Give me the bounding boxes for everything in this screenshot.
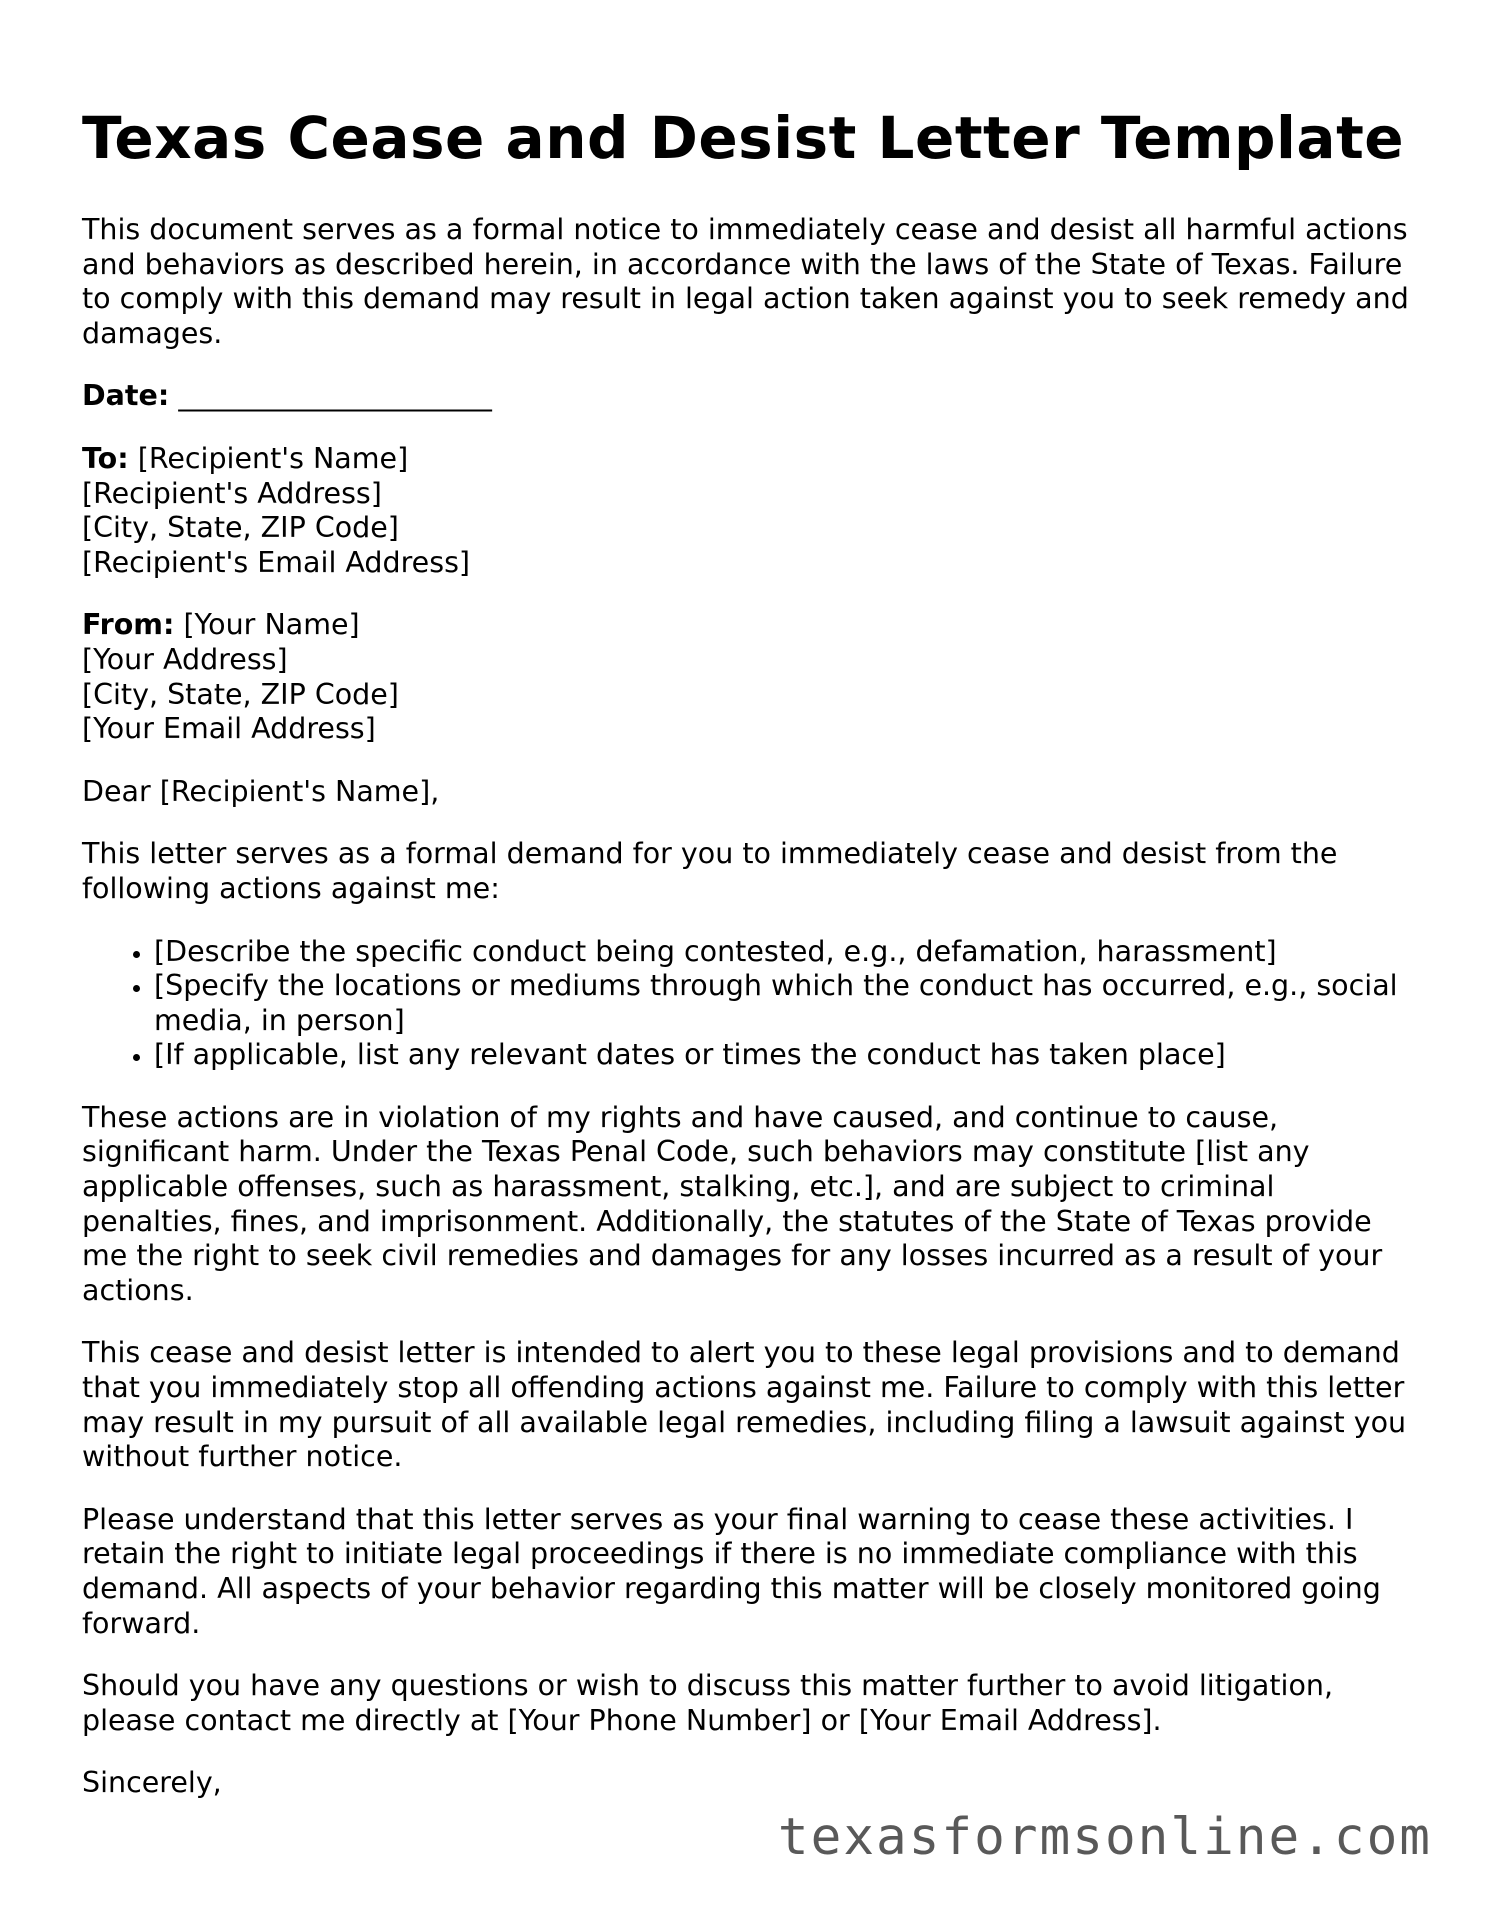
warning-paragraph: Please understand that this letter serves as your final warning to cease these activities. I retain the right to initiate legal proceedings if there is no immediate compliance with this demand. All aspects of your behavior regarding this matter will be closely monitored going forward. [82,1502,1381,1640]
sender-address: [Your Address] [82,642,288,676]
salutation: Dear [Recipient's Name], [82,774,440,808]
list-item: • [Specify the locations or mediums through which the conduct has occurred, e.g., social media, in person] [154,969,1412,1038]
recipient-name: [Recipient's Name] [137,441,409,475]
date-line [82,379,1412,414]
watermark: texasformsonline.com [777,1808,1432,1867]
page-title: Texas Cease and Desist Letter Template [82,104,1405,172]
letter-body [82,213,1412,1829]
intro-paragraph: This document serves as a formal notice to immediately cease and desist all harmful actions and behaviors as described herein, in accordance with the laws of the State of Texas. Failure to comply with this demand may result in legal action taken against you to seek remedy and damages. [82,213,1409,350]
intent-paragraph: This cease and desist letter is intended to alert you to these legal provisions and to demand that you immediately stop all offending actions against me. Failure to comply with this letter may result in my pursuit of all available legal remedies, including filing a lawsuit against you without further notice. [82,1336,1407,1474]
violation-paragraph: These actions are in violation of my rights and have caused, and continue to cause, significant harm. Under the Texas Penal Code, such behaviors may constitute [list any applicable offenses, such as harassment, stalking, etc.], and are subject to criminal penalties, fines, and imprisonment. Additionally, the statutes of the State of Texas provide me the right to seek civil remedies and damages for any losses incurred as a result of your actions. [82,1100,1383,1307]
contact-paragraph: Should you have any questions or wish to discuss this matter further to avoid litigation, please contact me directly at [Your Phone Number] or [Your Email Address]. [82,1669,1334,1737]
recipient-email: [Recipient's Email Address] [82,545,471,579]
demand-paragraph: This letter serves as a formal demand for you to immediately cease and desist from the following actions against me: [82,837,1338,905]
date-label: Date: [82,379,170,413]
list-item: • [If applicable, list any relevant dates or times the conduct has taken place] [154,1038,1412,1073]
sender-city: [City, State, ZIP Code] [82,677,399,711]
sender-name: [Your Name] [183,608,360,642]
closing: Sincerely, [82,1766,222,1800]
date-blank: ______________________ [178,379,492,413]
list-item: • [Describe the specific conduct being contested, e.g., defamation, harassment] [154,935,1412,970]
recipient-block [82,442,1412,580]
sender-email: [Your Email Address] [82,712,376,746]
from-label: From: [82,608,175,642]
conduct-list [82,935,1412,1073]
sender-block [82,608,1412,746]
to-label: To: [82,441,129,475]
recipient-address: [Recipient's Address] [82,476,382,510]
recipient-city: [City, State, ZIP Code] [82,511,399,545]
